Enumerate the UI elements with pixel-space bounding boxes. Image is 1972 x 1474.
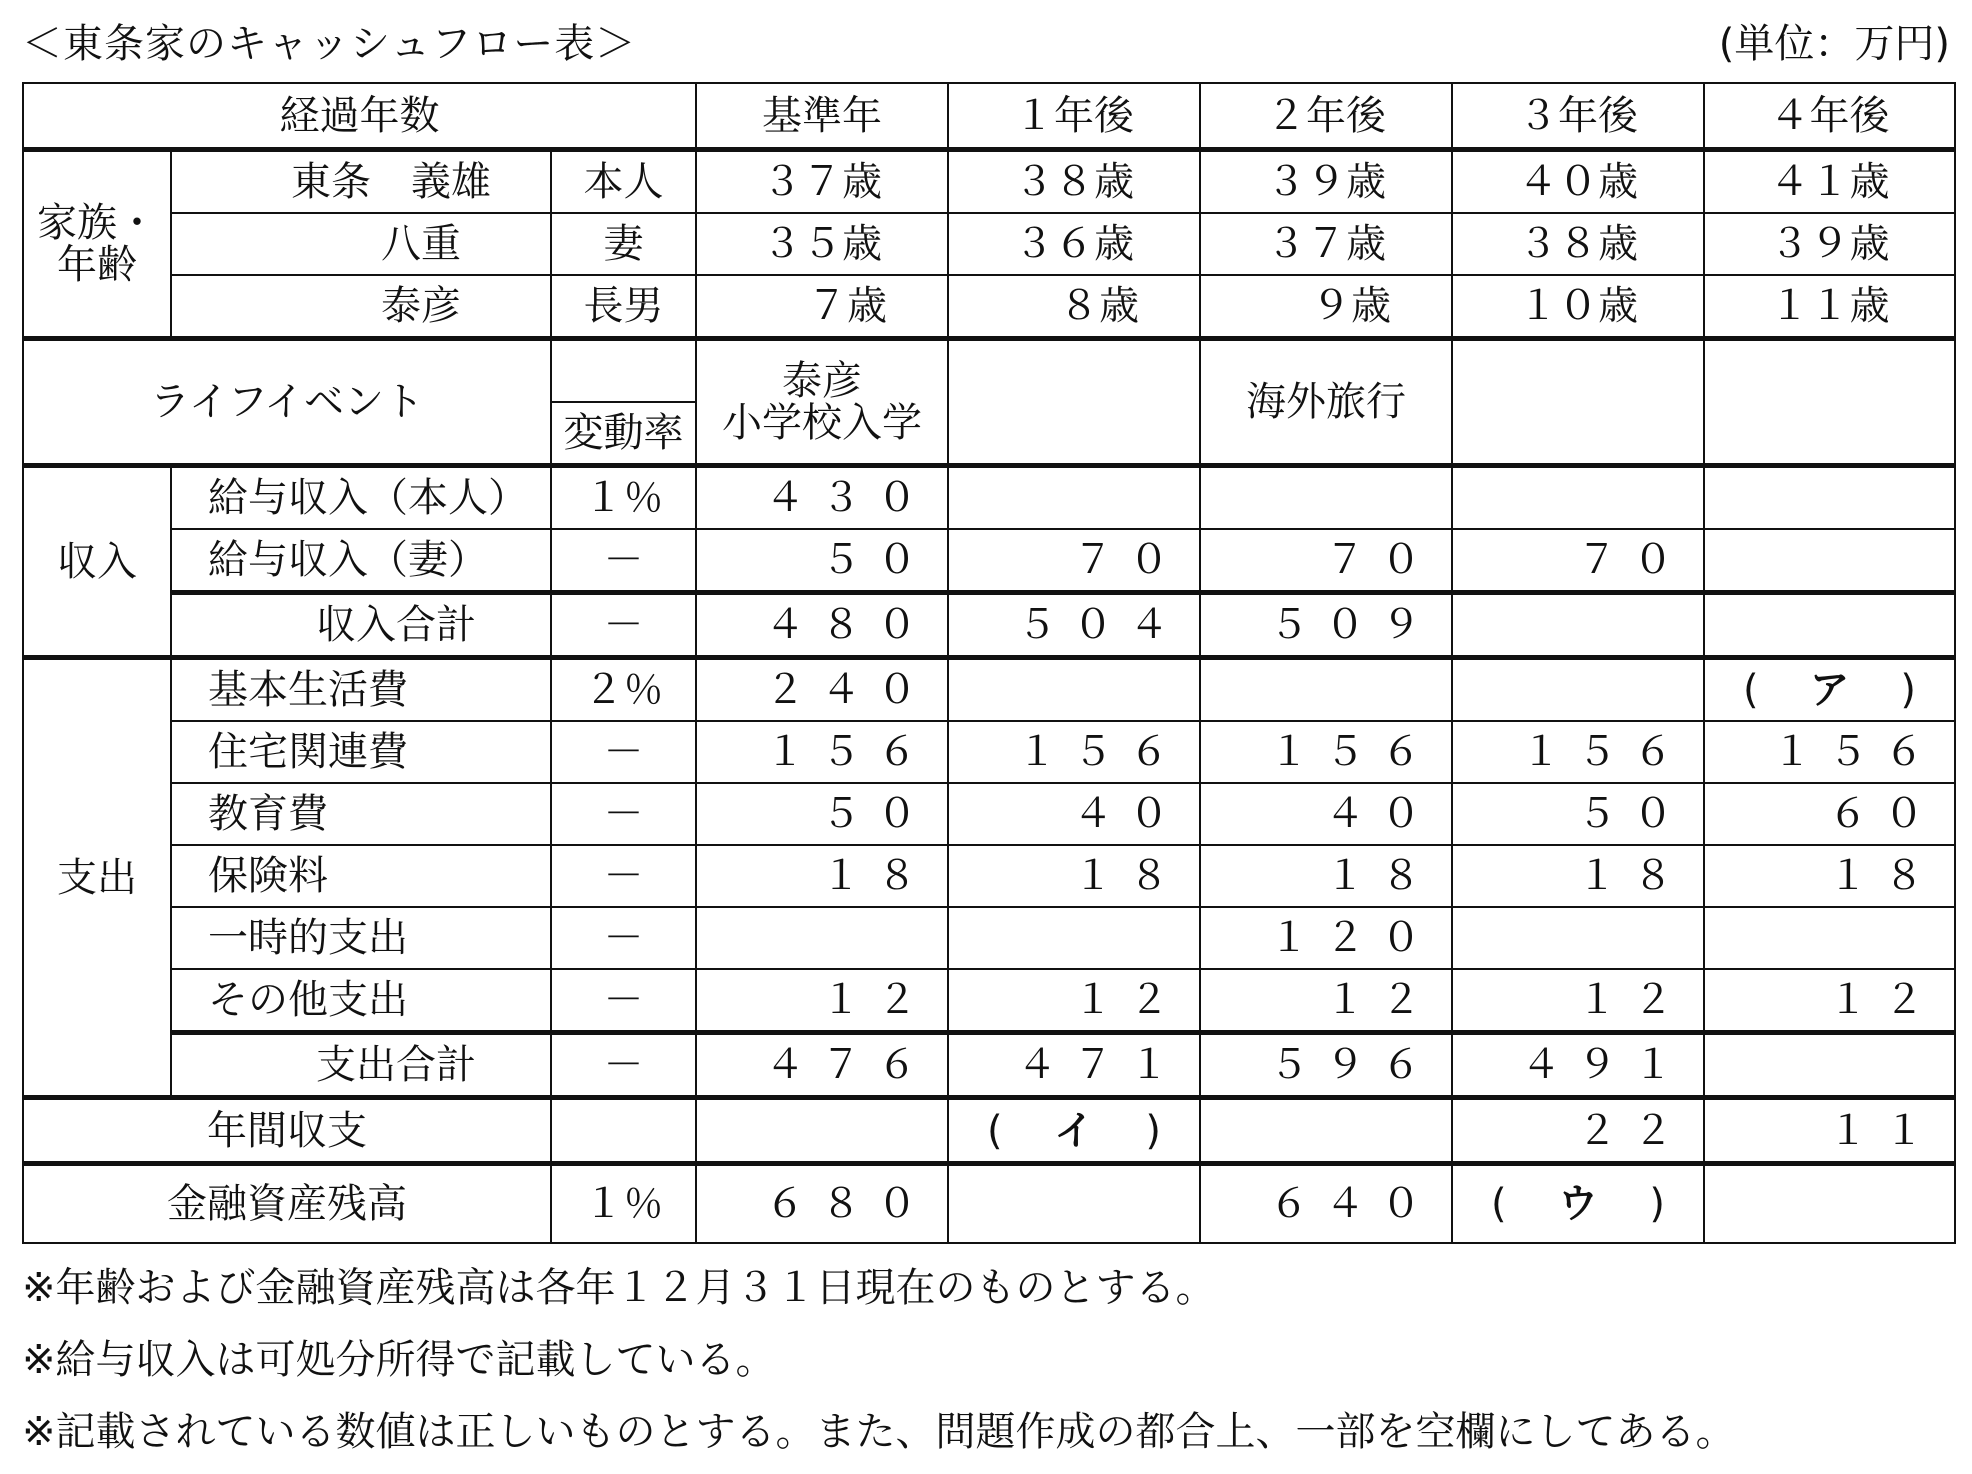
member-relation: 妻 [551,213,696,275]
age-cell: １０歳 [1452,275,1704,339]
value-cell [948,1164,1200,1244]
value-cell [1452,466,1704,530]
annual-balance-label: 年間収支 [23,1098,551,1164]
rate-cell: － [551,845,696,907]
family-row [23,275,1955,339]
cash-flow-table [22,82,1956,1244]
blank-close-paren: ) [1649,1181,1665,1227]
assets-row [23,1164,1955,1244]
income-row [23,529,1955,593]
blank-u-cell [1452,1164,1704,1244]
value-cell: ５９６ [1200,1033,1452,1098]
blank-i-marker: イ [1054,1107,1094,1154]
value-cell: ４７１ [948,1033,1200,1098]
expense-total-label: 支出合計 [171,1033,551,1098]
value-cell: ４８０ [696,593,948,658]
blank-a-cell [1704,658,1955,722]
value-cell [948,658,1200,722]
value-cell [948,907,1200,969]
life-event-cell [948,339,1200,466]
family-row [23,150,1955,214]
value-cell: １８ [696,845,948,907]
rate-cell: － [551,783,696,845]
age-cell: ３８歳 [948,150,1200,214]
age-cell: ９歳 [1200,275,1452,339]
rate-cell: ２％ [551,658,696,722]
row-label: 教育費 [171,783,551,845]
rate-header: 変動率 [551,402,696,466]
member-name: 八重 [171,213,551,275]
note-line: ※給与収入は可処分所得で記載している。 [22,1337,776,1383]
rate-cell: － [551,907,696,969]
value-cell: １５６ [1704,721,1955,783]
value-cell [1200,1098,1452,1164]
age-cell: ３５歳 [696,213,948,275]
value-cell [1452,593,1704,658]
row-label: 保険料 [171,845,551,907]
life-event-cell [696,339,948,466]
income-total-row [23,593,1955,658]
row-label: 住宅関連費 [171,721,551,783]
member-relation: 本人 [551,150,696,214]
value-cell: １２ [1200,969,1452,1033]
life-event-line1: 泰彦 [782,358,862,404]
blank-i-cell [948,1098,1200,1164]
value-cell: ５０ [696,529,948,593]
value-cell [1452,907,1704,969]
table-title: ＜東条家のキャッシュフロー表＞ [22,21,637,67]
value-cell: ２４０ [696,658,948,722]
family-label-line2: 年齢 [57,242,137,288]
annual-balance-row [23,1098,1955,1164]
life-event-line2: 小学校入学 [722,400,922,446]
note-line: ※年齢および金融資産残高は各年１２月３１日現在のものとする。 [22,1265,1216,1311]
year-header: 基準年 [696,83,948,150]
year-header: １年後 [948,83,1200,150]
age-cell: ３９歳 [1200,150,1452,214]
year-header: ４年後 [1704,83,1955,150]
value-cell: １５６ [1200,721,1452,783]
blank-open-paren: ( [1743,667,1759,713]
blank-open-paren: ( [1491,1181,1507,1227]
year-header: ３年後 [1452,83,1704,150]
value-cell: ７０ [1452,529,1704,593]
expense-row [23,721,1955,783]
age-cell: ３８歳 [1452,213,1704,275]
family-group-label [23,150,171,339]
row-label: 給与収入（妻） [171,529,551,593]
expense-row [23,658,1955,722]
value-cell: １２ [1704,969,1955,1033]
value-cell: ７０ [1200,529,1452,593]
value-cell [1704,907,1955,969]
life-event-cell [1452,339,1704,466]
value-cell: ７０ [948,529,1200,593]
value-cell: ４３０ [696,466,948,530]
row-label: 基本生活費 [171,658,551,722]
income-group-label: 収入 [23,466,171,658]
value-cell: ６４０ [1200,1164,1452,1244]
value-cell: ２２ [1452,1098,1704,1164]
member-name: 東条 義雄 [171,150,551,214]
value-cell: １１ [1704,1098,1955,1164]
rate-cell: － [551,593,696,658]
note-line: ※記載されている数値は正しいものとする。また、問題作成の都合上、一部を空欄にしてある。 [22,1409,1736,1455]
age-cell: ８歳 [948,275,1200,339]
rate-cell: － [551,969,696,1033]
blank-close-paren: ) [1145,1107,1161,1154]
life-event-label: ライフイベント [23,339,551,466]
value-cell: ５０４ [948,593,1200,658]
age-cell: ４０歳 [1452,150,1704,214]
family-row [23,213,1955,275]
rate-cell: － [551,529,696,593]
life-event-row [23,339,1955,403]
family-label-line1: 家族・ [37,200,157,246]
rate-header-spacer [551,339,696,403]
elapsed-years-label: 経過年数 [23,83,696,150]
notes [22,1252,1736,1468]
value-cell: １２ [948,969,1200,1033]
value-cell [1704,466,1955,530]
income-row [23,466,1955,530]
expense-total-row [23,1033,1955,1098]
value-cell [1704,529,1955,593]
age-cell: ３６歳 [948,213,1200,275]
value-cell: ４０ [948,783,1200,845]
value-cell [1200,466,1452,530]
value-cell: １８ [948,845,1200,907]
rate-cell [551,1098,696,1164]
value-cell: ４０ [1200,783,1452,845]
income-total-label: 収入合計 [171,593,551,658]
value-cell [1704,1033,1955,1098]
row-label: その他支出 [171,969,551,1033]
row-label: 給与収入（本人） [171,466,551,530]
value-cell: １２０ [1200,907,1452,969]
blank-close-paren: ) [1900,667,1916,713]
value-cell: ５０ [1452,783,1704,845]
value-cell [696,1098,948,1164]
member-name: 泰彦 [171,275,551,339]
unit-label: (単位：万円) [1718,21,1950,67]
value-cell: ４７６ [696,1033,948,1098]
value-cell [1452,658,1704,722]
expense-row [23,969,1955,1033]
value-cell: １８ [1200,845,1452,907]
value-cell [1200,658,1452,722]
value-cell: １５６ [696,721,948,783]
expense-row [23,907,1955,969]
value-cell [948,466,1200,530]
blank-u-marker: ウ [1558,1181,1598,1227]
age-cell: ３７歳 [696,150,948,214]
blank-a-marker: ア [1809,667,1850,713]
age-cell: ３７歳 [1200,213,1452,275]
value-cell: １５６ [948,721,1200,783]
value-cell [696,907,948,969]
rate-cell: － [551,1033,696,1098]
rate-cell: １％ [551,1164,696,1244]
value-cell: ５０ [696,783,948,845]
value-cell: １２ [1452,969,1704,1033]
rate-cell: １％ [551,466,696,530]
value-cell: １８ [1452,845,1704,907]
expense-row [23,783,1955,845]
age-cell: ７歳 [696,275,948,339]
value-cell: １８ [1704,845,1955,907]
expense-row [23,845,1955,907]
value-cell: ４９１ [1452,1033,1704,1098]
assets-label: 金融資産残高 [23,1164,551,1244]
rate-cell: － [551,721,696,783]
member-relation: 長男 [551,275,696,339]
value-cell: ５０９ [1200,593,1452,658]
value-cell: ６８０ [696,1164,948,1244]
age-cell: ３９歳 [1704,213,1955,275]
life-event-cell: 海外旅行 [1200,339,1452,466]
header-row [23,83,1955,150]
age-cell: ４１歳 [1704,150,1955,214]
row-label: 一時的支出 [171,907,551,969]
expense-group-label: 支出 [23,658,171,1098]
year-header: ２年後 [1200,83,1452,150]
value-cell [1704,593,1955,658]
age-cell: １１歳 [1704,275,1955,339]
value-cell: １５６ [1452,721,1704,783]
value-cell: ６０ [1704,783,1955,845]
value-cell: １２ [696,969,948,1033]
life-event-cell [1704,339,1955,466]
blank-open-paren: ( [987,1107,1003,1154]
value-cell [1704,1164,1955,1244]
